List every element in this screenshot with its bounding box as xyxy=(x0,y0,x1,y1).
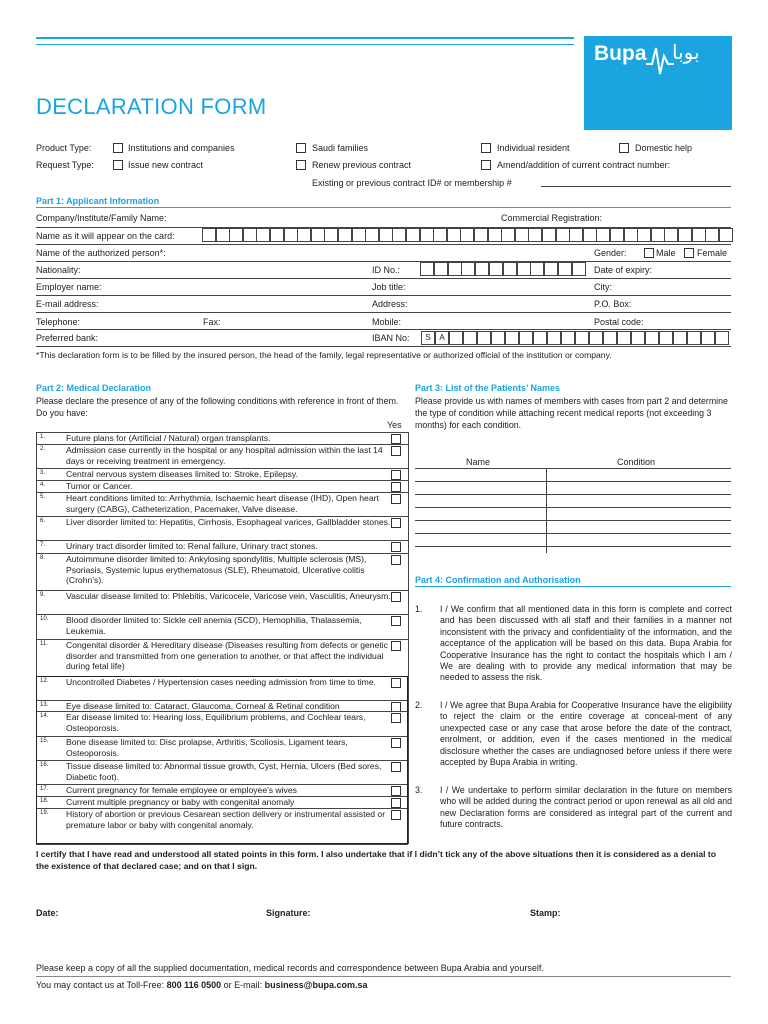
nationality-label: Nationality: xyxy=(36,265,81,275)
col-condition-header: Condition xyxy=(617,457,656,467)
part4-item-text: I / We confirm that all mentioned data in this form is complete and correct and has been discussed with all staff and their families in a manner not inconsistent with the privacy and confidentiality of the information, and the acceptance of the application will be based on this data. Bupa Arabia for Cooperative Insurance has the right to contact the hospitals which I am / We are dealing with to provide any medical information that may be needed to assess the risk. xyxy=(440,604,732,683)
patient-row[interactable] xyxy=(415,520,731,521)
col-name-header: Name xyxy=(466,457,491,467)
part4-item-number: 3. xyxy=(415,785,423,795)
iban-char-cell[interactable] xyxy=(645,331,659,345)
id-char-cell[interactable] xyxy=(517,262,531,276)
iban-char-cell[interactable] xyxy=(687,331,701,345)
divider xyxy=(36,329,731,330)
authorized-label: Name of the authorized person*: xyxy=(36,248,166,258)
part4-item-text: I / We undertake to perform similar declaration in the future on members who will be added during the contract period or upon renewal as all old and new Declaration forms are considered as integral part of the current and future contracts. xyxy=(440,785,732,830)
condition-text: Congenital disorder & Hereditary disease (Diseases resulting from defects or genetic disorder and transmitted from one generation to another, or that affect the individual during fetal life) xyxy=(66,640,388,671)
card-char-cell[interactable] xyxy=(270,228,284,242)
request-type-label: Request Type: xyxy=(36,160,94,170)
email-label: E-mail address: xyxy=(36,299,99,309)
id-char-cell[interactable] xyxy=(448,262,462,276)
divider xyxy=(36,244,731,245)
header-rule-bottom xyxy=(36,44,574,45)
company-label: Company/Institute/Family Name: xyxy=(36,213,167,223)
iban-char-cell[interactable] xyxy=(477,331,491,345)
request-renew-label: Renew previous contract xyxy=(312,160,412,170)
iban-char-cell[interactable] xyxy=(547,331,561,345)
part4-rule xyxy=(415,586,731,587)
gender-female-checkbox[interactable] xyxy=(684,248,694,258)
card-char-cell[interactable] xyxy=(705,228,719,242)
divider xyxy=(36,278,731,279)
condition-box xyxy=(36,676,408,844)
iban-char-cell[interactable] xyxy=(519,331,533,345)
part2-intro: Please declare the presence of any of the following conditions with reference in front of them. Do you have: xyxy=(36,396,399,418)
card-char-cell[interactable] xyxy=(515,228,529,242)
condition-number: 16. xyxy=(40,762,49,768)
stamp-label: Stamp: xyxy=(530,908,561,918)
logo-latin: Bupa xyxy=(594,42,647,65)
iban-char-cell[interactable] xyxy=(659,331,673,345)
id-label: ID No.: xyxy=(372,265,401,275)
request-amend-checkbox[interactable] xyxy=(481,160,491,170)
iban-char-cell[interactable] xyxy=(561,331,575,345)
condition-number: 10. xyxy=(40,616,49,622)
city-label: City: xyxy=(594,282,612,292)
condition-yes-checkbox[interactable] xyxy=(391,616,401,626)
product-resident-checkbox[interactable] xyxy=(481,143,491,153)
card-char-cell[interactable] xyxy=(596,228,610,242)
part3-intro: Please provide us with names of members with cases from part 2 and determine the type of condition while attaching recent medical reports (not exceeding 3 months) for each condition. xyxy=(415,396,728,430)
id-char-cell[interactable] xyxy=(572,262,586,276)
condition-text: Uncontrolled Diabetes / Hypertension cases needing admission from time to time. xyxy=(66,677,377,687)
condition-number: 1. xyxy=(40,434,46,440)
contact-mid: or E-mail: xyxy=(221,980,265,990)
iban-label: IBAN No: xyxy=(372,333,410,343)
condition-number: 11. xyxy=(40,641,48,647)
bupa-logo xyxy=(584,36,732,130)
condition-text: Current multiple pregnancy or baby with congenital anomaly xyxy=(66,797,295,807)
part4-item-number: 1. xyxy=(415,604,423,614)
condition-text: Central nervous system diseases limited to: Stroke, Epilepsy. xyxy=(66,469,298,479)
condition-number: 6. xyxy=(40,518,46,524)
divider xyxy=(36,312,731,313)
iban-char-cell[interactable] xyxy=(673,331,687,345)
card-char-cell[interactable] xyxy=(501,228,515,242)
card-char-cell[interactable] xyxy=(556,228,570,242)
condition-yes-checkbox[interactable] xyxy=(391,482,401,492)
condition-text: History of abortion or previous Cesarean section delivery or instrumental assisted or premature labor or baby with congenital anomaly. xyxy=(66,809,386,830)
id-char-cell[interactable] xyxy=(530,262,544,276)
card-char-cell[interactable] xyxy=(460,228,474,242)
card-char-cell[interactable] xyxy=(284,228,298,242)
mobile-label: Mobile: xyxy=(372,317,402,327)
iban-char-cell[interactable] xyxy=(491,331,505,345)
condition-text: Current pregnancy for female employee or employee's wives xyxy=(66,785,297,795)
id-char-cell[interactable] xyxy=(434,262,448,276)
part4-heading: Part 4: Confirmation and Authorisation xyxy=(415,575,581,585)
product-domestic-label: Domestic help xyxy=(635,143,693,153)
product-type-label: Product Type: xyxy=(36,143,92,153)
card-char-cell[interactable] xyxy=(488,228,502,242)
card-char-cell[interactable] xyxy=(583,228,597,242)
iban-char-cell[interactable] xyxy=(463,331,477,345)
condition-yes-checkbox[interactable] xyxy=(391,434,401,444)
product-domestic-checkbox[interactable] xyxy=(619,143,629,153)
card-char-cell[interactable] xyxy=(692,228,706,242)
part1-heading: Part 1: Applicant Information xyxy=(36,196,160,206)
condition-text: Heart conditions limited to: Arrhythmia, Ischaemic heart disease (IHD), Open heart surgery (CABG), Catheterization, Pacemaker, Valve disease. xyxy=(66,493,379,514)
contact-prefix: You may contact us at Toll-Free: xyxy=(36,980,167,990)
condition-number: 5. xyxy=(40,494,46,500)
condition-text: Tissue disease limited to: Abnormal tissue growth, Cyst, Hernia, Ulcers (Bed sores, Diabetic foot). xyxy=(66,761,382,782)
condition-number: 17. xyxy=(40,786,49,792)
card-char-cell[interactable] xyxy=(420,228,434,242)
patient-row[interactable] xyxy=(415,546,731,547)
footer-keep-copy: Please keep a copy of all the supplied documentation, medical records and correspondence between Bupa Arabia and yourself. xyxy=(36,963,544,973)
part2-heading: Part 2: Medical Declaration xyxy=(36,383,152,393)
card-char-cell[interactable] xyxy=(637,228,651,242)
divider xyxy=(36,261,731,262)
address-label: Address: xyxy=(372,299,408,309)
condition-number: 2. xyxy=(40,446,46,452)
part1-rule xyxy=(36,207,731,208)
condition-yes-checkbox[interactable] xyxy=(391,555,401,565)
card-char-cell[interactable] xyxy=(719,228,733,242)
expiry-label: Date of expiry: xyxy=(594,265,653,275)
condition-number: 7. xyxy=(40,542,46,548)
heartbeat-icon xyxy=(646,42,674,78)
id-char-cell[interactable] xyxy=(489,262,503,276)
card-char-cell[interactable] xyxy=(474,228,488,242)
pobox-label: P.O. Box: xyxy=(594,299,632,309)
condition-number: 3. xyxy=(40,470,46,476)
gender-male-checkbox[interactable] xyxy=(644,248,654,258)
iban-char-cell[interactable] xyxy=(449,331,463,345)
card-char-cell[interactable] xyxy=(610,228,624,242)
condition-text: Future plans for (Artificial / Natural) organ transplants. xyxy=(66,433,271,443)
card-char-cell[interactable] xyxy=(352,228,366,242)
patient-col-divider xyxy=(546,468,547,553)
card-char-cell[interactable] xyxy=(392,228,406,242)
card-char-cell[interactable] xyxy=(542,228,556,242)
iban-char-cell[interactable] xyxy=(533,331,547,345)
patient-row[interactable] xyxy=(415,468,731,469)
part4-item-text: I / We agree that Bupa Arabia for Cooperative Insurance have the eligibility to reject the claim or the entire coverage at conceal-ment of any unexpected case or any case that arose before the date of the contract, enrolment, or addition, even if the cases mentioned in the medical disclosure whether the cases are undiagnosed before unless if there were accepted by Bupa Arabia in writing. xyxy=(440,700,732,768)
product-saudi-checkbox[interactable] xyxy=(296,143,306,153)
divider xyxy=(36,346,731,347)
phone-number[interactable]: 800 116 0500 xyxy=(166,980,222,990)
product-institutions-checkbox[interactable] xyxy=(113,143,123,153)
condition-number: 18. xyxy=(40,798,49,804)
iban-char-cell[interactable] xyxy=(589,331,603,345)
iban-char-cell[interactable] xyxy=(631,331,645,345)
condition-yes-checkbox[interactable] xyxy=(391,518,401,528)
condition-number: 4. xyxy=(40,482,46,488)
product-saudi-label: Saudi families xyxy=(312,143,369,153)
yes-column-label: Yes xyxy=(387,420,402,430)
request-amend-label: Amend/addition of current contract number: xyxy=(497,160,671,170)
card-char-cell[interactable] xyxy=(406,228,420,242)
iban-char-cell[interactable] xyxy=(505,331,519,345)
condition-yes-checkbox[interactable] xyxy=(391,592,401,602)
condition-number: 19. xyxy=(40,810,49,816)
condition-text: Eye disease limited to: Cataract, Glaucoma, Corneal & Retinal condition xyxy=(66,701,340,711)
part3-heading: Part 3: List of the Patients’ Names xyxy=(415,383,561,393)
part1-note: *This declaration form is to be filled by the insured person, the head of the family, legal representative or authorized official of the institution or company. xyxy=(36,350,612,360)
condition-text: Bone disease limited to: Disc prolapse, Arthritis, Scoliosis, Ligament tears, Osteoporosis. xyxy=(66,737,348,758)
patient-row[interactable] xyxy=(415,494,731,495)
job-label: Job title: xyxy=(372,282,406,292)
fax-label: Fax: xyxy=(203,317,221,327)
condition-text: Blood disorder limited to: Sickle cell anemia (SCD), Hemophilia, Thalassemia, Leukemia. xyxy=(66,615,362,636)
card-char-cell[interactable] xyxy=(338,228,352,242)
card-char-cell[interactable] xyxy=(202,228,216,242)
certification-text: I certify that I have read and understood all stated points in this form. I also undertake that if I didn’t tick any of the above situations then it is considered as a denial to the existence of that declared case; and on that I sign. xyxy=(36,849,716,871)
card-char-cell[interactable] xyxy=(311,228,325,242)
iban-char-cell[interactable] xyxy=(603,331,617,345)
bank-label: Preferred bank: xyxy=(36,333,99,343)
card-char-cell[interactable] xyxy=(651,228,665,242)
card-char-cell[interactable] xyxy=(433,228,447,242)
iban-char-cell[interactable] xyxy=(575,331,589,345)
id-char-cell[interactable] xyxy=(420,262,434,276)
condition-text: Autoimmune disorder limited to: Ankylosing spondylitis, Multiple sclerosis (MS), Psoriasis, Systemic lupus erythematosus (SLE), Rheumatoid, Ulcerative colitis (Crohn’s). xyxy=(66,554,367,585)
telephone-label: Telephone: xyxy=(36,317,81,327)
condition-number: 12. xyxy=(40,678,49,684)
commercial-label: Commercial Registration: xyxy=(501,213,603,223)
condition-yes-checkbox[interactable] xyxy=(391,494,401,504)
condition-number: 15. xyxy=(40,738,49,744)
condition-text: Tumor or Cancer. xyxy=(66,481,133,491)
patient-row[interactable] xyxy=(415,507,731,508)
logo-arabic: بوبا xyxy=(672,40,700,64)
employer-label: Employer name: xyxy=(36,282,102,292)
card-char-cell[interactable] xyxy=(216,228,230,242)
email-link[interactable]: business@bupa.com.sa xyxy=(264,980,368,990)
condition-text: Admission case currently in the hospital or any hospital admission within the last 14 days or receiving treatment in emergency. xyxy=(66,445,383,466)
condition-number: 13. xyxy=(40,702,49,708)
id-char-cell[interactable] xyxy=(558,262,572,276)
id-char-cell[interactable] xyxy=(461,262,475,276)
request-renew-checkbox[interactable] xyxy=(296,160,306,170)
condition-row-divider xyxy=(36,844,408,845)
condition-number: 14. xyxy=(40,713,49,719)
part4-item-number: 2. xyxy=(415,700,423,710)
id-char-cell[interactable] xyxy=(503,262,517,276)
iban-char-cell[interactable] xyxy=(701,331,715,345)
card-char-cell[interactable] xyxy=(624,228,638,242)
card-char-cell[interactable] xyxy=(324,228,338,242)
condition-number: 8. xyxy=(40,555,46,561)
patient-row[interactable] xyxy=(415,533,731,534)
condition-number: 9. xyxy=(40,592,46,598)
postal-label: Postal code: xyxy=(594,317,644,327)
page-title: DECLARATION FORM xyxy=(36,94,267,119)
iban-char-cell[interactable]: S xyxy=(421,331,435,345)
patient-row[interactable] xyxy=(415,481,731,482)
card-char-cell[interactable] xyxy=(297,228,311,242)
condition-yes-checkbox[interactable] xyxy=(391,446,401,456)
gender-female-label: Female xyxy=(697,248,728,258)
card-char-cell[interactable] xyxy=(379,228,393,242)
iban-char-cell[interactable]: A xyxy=(435,331,449,345)
card-char-cell[interactable] xyxy=(256,228,270,242)
card-char-cell[interactable] xyxy=(678,228,692,242)
card-name-label: Name as it will appear on the card: xyxy=(36,231,175,241)
request-new-checkbox[interactable] xyxy=(113,160,123,170)
table-border-right xyxy=(408,432,409,844)
existing-contract-label: Existing or previous contract ID# or membership # xyxy=(312,178,512,188)
request-new-label: Issue new contract xyxy=(128,160,204,170)
card-char-cell[interactable] xyxy=(229,228,243,242)
card-char-cell[interactable] xyxy=(528,228,542,242)
id-char-cell[interactable] xyxy=(475,262,489,276)
iban-char-cell[interactable] xyxy=(617,331,631,345)
card-char-cell[interactable] xyxy=(243,228,257,242)
date-label: Date: xyxy=(36,908,59,918)
card-char-cell[interactable] xyxy=(365,228,379,242)
condition-text: Liver disorder limited to: Hepatitis, Cirrhosis, Esophageal varices, Gallbladder stones. xyxy=(66,517,391,527)
iban-char-cell[interactable] xyxy=(715,331,729,345)
condition-text: Ear disease limited to: Hearing loss, Equilibrium problems, and Cochlear tears, Osteoporosis. xyxy=(66,712,366,733)
condition-yes-checkbox[interactable] xyxy=(391,470,401,480)
footer-contact xyxy=(36,980,367,990)
id-char-cell[interactable] xyxy=(544,262,558,276)
card-char-cell[interactable] xyxy=(569,228,583,242)
card-char-cell[interactable] xyxy=(664,228,678,242)
gender-label: Gender: xyxy=(594,248,627,258)
header-rule-top xyxy=(36,37,574,39)
product-resident-label: Individual resident xyxy=(497,143,570,153)
condition-yes-checkbox[interactable] xyxy=(391,641,401,651)
gender-male-label: Male xyxy=(656,248,676,258)
card-char-cell[interactable] xyxy=(447,228,461,242)
divider xyxy=(36,295,731,296)
condition-yes-checkbox[interactable] xyxy=(391,542,401,552)
footer-divider xyxy=(36,976,731,977)
condition-text: Vascular disease limited to: Phlebitis, Varicocele, Varicose vein, Vasculitis, Aneurysm. xyxy=(66,591,391,601)
condition-text: Urinary tract disorder limited to: Renal failure, Urinary tract stones. xyxy=(66,541,318,551)
existing-contract-field[interactable] xyxy=(541,186,731,187)
signature-label: Signature: xyxy=(266,908,311,918)
product-institutions-label: Institutions and companies xyxy=(128,143,235,153)
